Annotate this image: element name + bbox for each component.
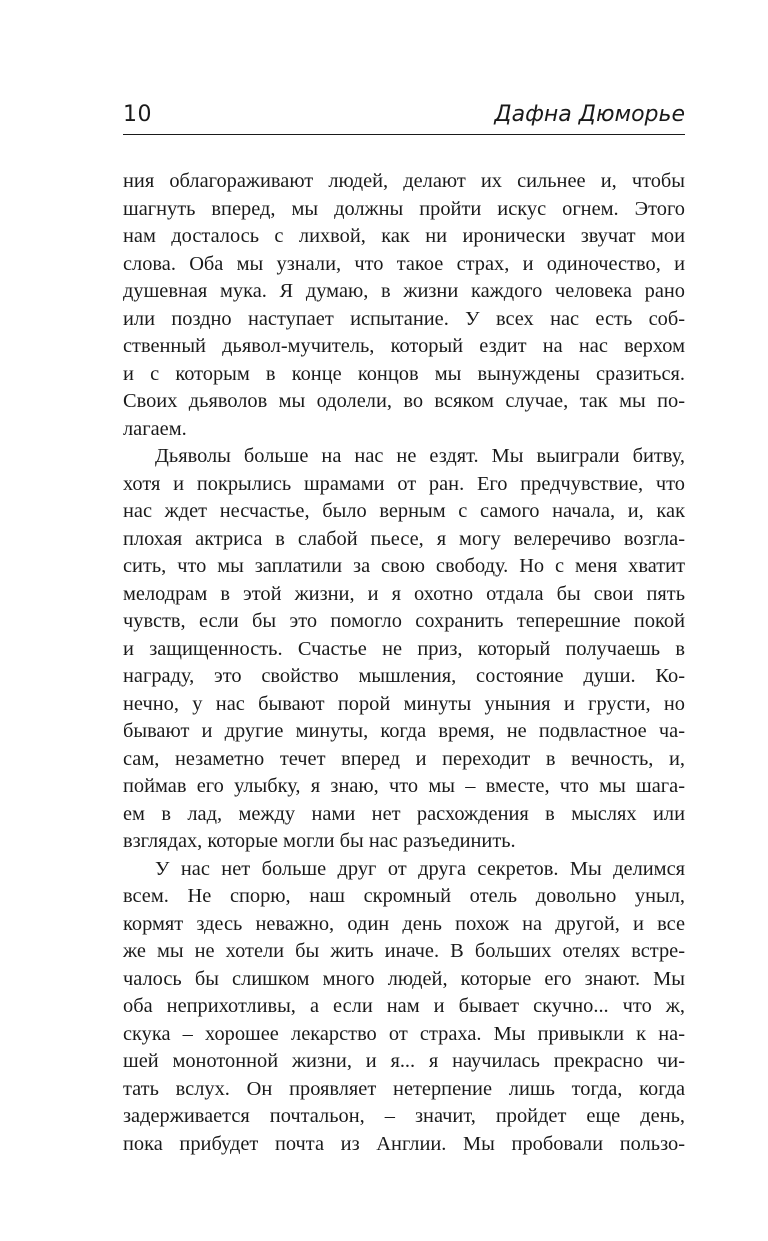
text-line: ственный дьявол-мучитель, который ездит на нас верхом	[123, 335, 685, 357]
text-line: пока прибудет почта из Англии. Мы пробовали пользо-	[123, 1132, 685, 1155]
text-line: и защищенность. Счастье не приз, который получаешь в	[123, 637, 685, 660]
running-head-author: Дафна Дюморье	[494, 102, 685, 127]
text-line: оба неприхотливы, а если нам и бывает скучно... что ж,	[123, 995, 685, 1017]
text-line: плохая актриса в слабой пьесе, я могу велеречиво возгла-	[123, 527, 685, 550]
page-number: 10	[123, 102, 152, 127]
text-line: и с которым в конце концов мы вынуждены сразиться.	[123, 362, 685, 385]
book-page	[123, 0, 685, 1241]
text-line: нечно, у нас бывают порой минуты уныния и грусти, но	[123, 692, 685, 715]
text-line: лагаем.	[123, 417, 187, 440]
text-line: чувств, если бы это помогло сохранить теперешние покой	[123, 610, 685, 632]
text-line: всем. Не спорю, наш скромный отель довольно уныл,	[123, 885, 685, 907]
paragraph	[123, 443, 685, 856]
text-line: хотя и покрылись шрамами от ран. Его предчувствие, что	[123, 472, 685, 495]
text-line: шагнуть вперед, мы должны пройти искус огнем. Этого	[123, 197, 685, 220]
text-line: нас ждет несчастье, было верным с самого начала, и, как	[123, 500, 685, 522]
text-line: ния облагораживают людей, делают их сильнее и, чтобы	[123, 170, 685, 192]
text-line: тать вслух. Он проявляет нетерпение лишь тогда, когда	[123, 1077, 685, 1100]
text-line: слова. Оба мы узнали, что такое страх, и одиночество, и	[123, 252, 685, 275]
text-line: взглядах, которые могли бы нас разъединить.	[123, 830, 516, 852]
text-line: нам досталось с лихвой, как ни иронически звучат мои	[123, 225, 685, 247]
text-line: или поздно наступает испытание. У всех нас есть соб-	[123, 307, 685, 330]
text-line: душевная мука. Я думаю, в жизни каждого человека рано	[123, 280, 685, 302]
text-line: задерживается почтальон, – значит, пройдет еще день,	[123, 1105, 685, 1127]
text-line: шей монотонной жизни, и я... я научилась прекрасно чи-	[123, 1050, 685, 1072]
page-header	[123, 100, 685, 135]
paragraph	[123, 856, 685, 1159]
text-line: поймав его улыбку, я знаю, что мы – вместе, что мы шага-	[123, 775, 685, 797]
text-line: чалось бы слишком много людей, которые его знают. Мы	[123, 967, 685, 990]
text-line: ем в лад, между нами нет расхождения в мыслях или	[123, 802, 685, 825]
text-line: У нас нет больше друг от друга секретов. Мы делимся	[155, 857, 685, 880]
text-line: же мы не хотели бы жить иначе. В больших отелях встре-	[123, 940, 685, 962]
text-line: скука – хорошее лекарство от страха. Мы привыкли к на-	[123, 1022, 685, 1045]
paragraph	[123, 168, 685, 443]
text-line: мелодрам в этой жизни, и я охотно отдала бы свои пять	[123, 582, 685, 605]
text-line: Дьяволы больше на нас не ездят. Мы выиграли битву,	[155, 445, 685, 467]
body-text	[123, 168, 685, 1158]
text-line: сам, незаметно течет вперед и переходит в вечность, и,	[123, 747, 685, 770]
text-line: кормят здесь неважно, один день похож на другой, и все	[123, 912, 685, 935]
text-line: награду, это свойство мышления, состояние души. Ко-	[123, 665, 685, 687]
text-line: сить, что мы заплатили за свою свободу. Но с меня хватит	[123, 555, 685, 577]
text-line: Своих дьяволов мы одолели, во всяком случае, так мы по-	[123, 390, 685, 412]
text-line: бывают и другие минуты, когда время, не подвластное ча-	[123, 720, 685, 742]
